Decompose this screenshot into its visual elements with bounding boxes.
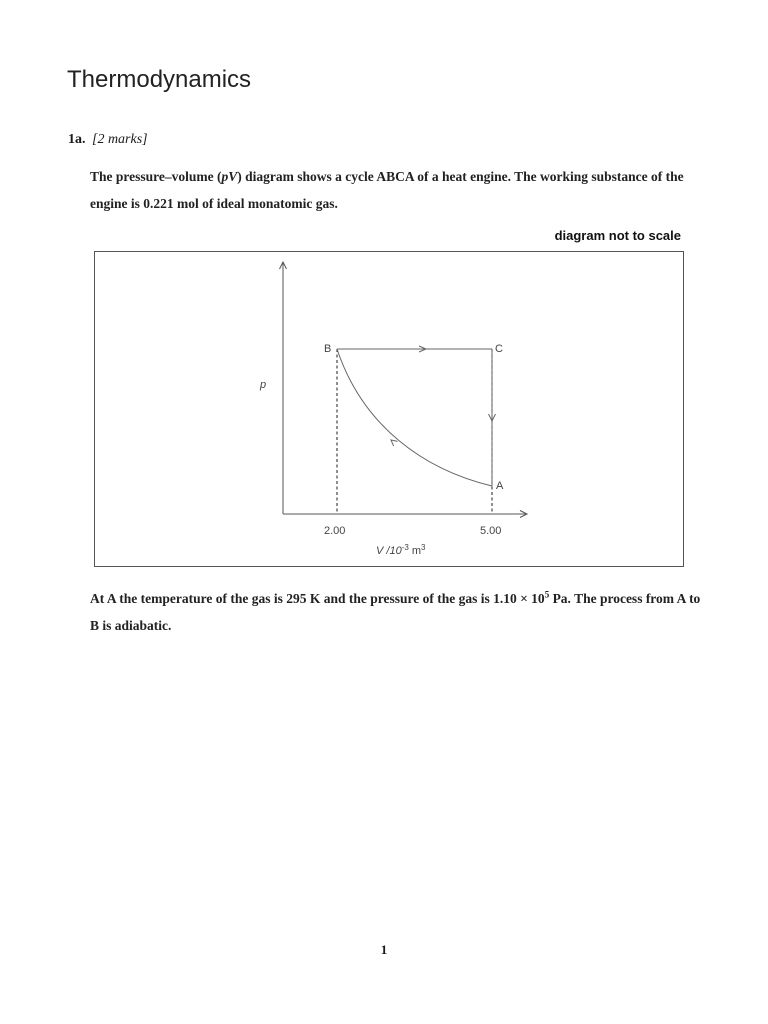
point-label-a: A <box>496 480 504 492</box>
x-axis-label-exp: -3 <box>401 543 409 552</box>
question-number: 1a. <box>68 132 86 147</box>
x-axis-label-b: m <box>408 545 422 557</box>
question-marks: [2 marks] <box>92 132 148 147</box>
para2-text-b: Pa. The process from A to B is adiabatic. <box>90 591 701 633</box>
para2-exponent: 5 <box>544 589 550 600</box>
page-title: Thermodynamics <box>67 66 252 93</box>
question-paragraph-1 <box>90 163 710 217</box>
x-axis-label <box>376 543 426 557</box>
question-paragraph-2 <box>90 585 710 639</box>
page-number: 1 <box>380 942 388 957</box>
para1-text-b: ) diagram shows a cycle ABCA of a heat engine. The working substance of the engine is 0.221 mol of ideal monatomic gas. <box>90 169 684 211</box>
point-label-b: B <box>324 343 332 355</box>
para1-text-a: The pressure–volume ( <box>90 169 222 184</box>
arrow-a-to-b <box>391 440 398 446</box>
pv-diagram-svg <box>95 252 685 568</box>
diagram-note: diagram not to scale <box>554 228 681 243</box>
x-axis-label-exp2: 3 <box>421 543 426 552</box>
pv-diagram <box>94 251 684 567</box>
para1-pv-symbol: pV <box>221 169 238 184</box>
y-axis-label: p <box>260 379 267 391</box>
question-header <box>68 132 148 148</box>
x-axis-label-a: V /10 <box>376 545 402 557</box>
tick-label-5-00: 5.00 <box>480 525 502 537</box>
para2-text-a: At A the temperature of the gas is 295 K and the pressure of the gas is 1.10 × 10 <box>90 591 545 606</box>
point-label-c: C <box>495 343 503 355</box>
tick-label-2-00: 2.00 <box>324 525 346 537</box>
process-a-to-b <box>337 349 492 486</box>
